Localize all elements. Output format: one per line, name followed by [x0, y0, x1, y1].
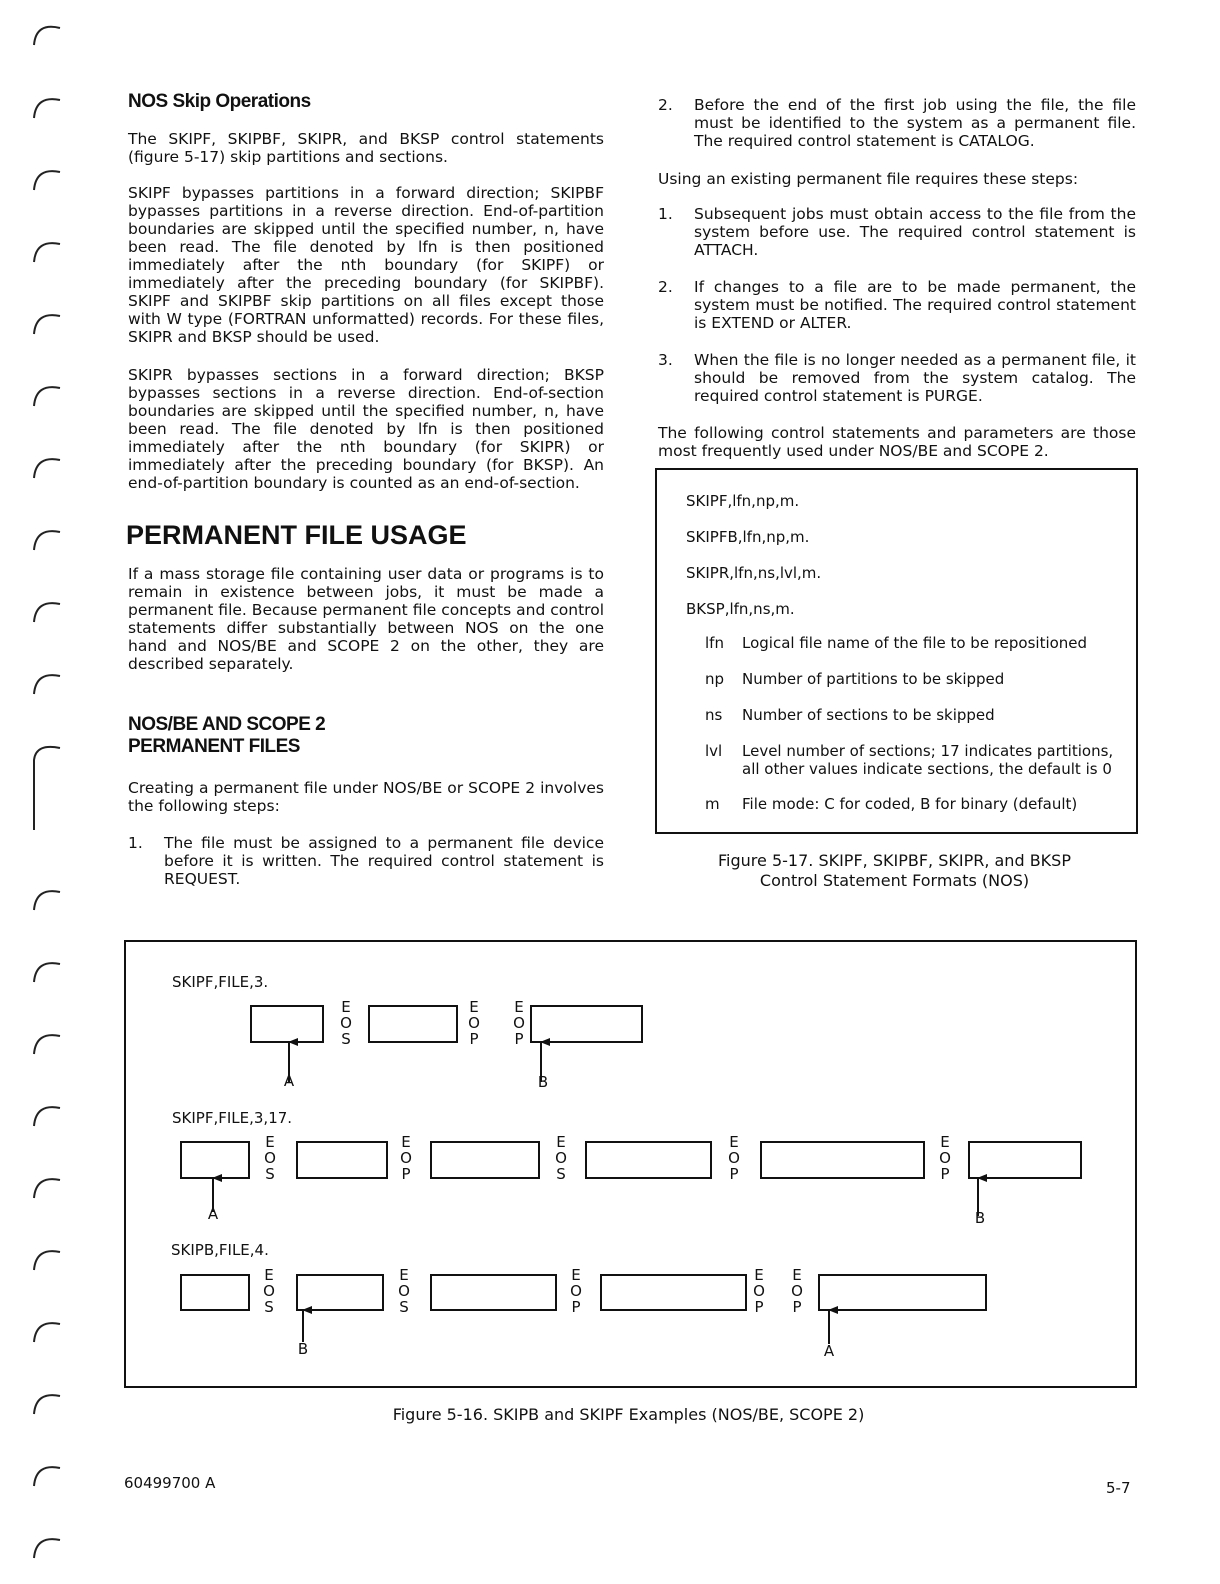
svg-text:P: P — [754, 1298, 764, 1316]
row-2-marker-a: A — [207, 1205, 219, 1223]
param-np-desc: Number of partitions to be skipped — [742, 670, 1005, 688]
svg-text:E: E — [729, 1133, 739, 1151]
svg-text:S: S — [399, 1298, 409, 1316]
svg-text:E: E — [341, 998, 351, 1016]
use-step-2-text: If changes to a file are to be made permanent, the system must be notified. The required control statement is EXTEND or ALTER. — [694, 278, 1136, 332]
nosbe-heading-line-1: NOS/BE AND SCOPE 2 — [128, 714, 326, 735]
use-step-1-text: Subsequent jobs must obtain access to the file from the system before use. The required control statement is ATTACH. — [694, 205, 1136, 259]
svg-text:E: E — [571, 1266, 581, 1284]
param-m — [705, 795, 1115, 813]
row-1-marker-a: A — [283, 1072, 295, 1090]
format-skipf: SKIPF,lfn,np,m. — [686, 492, 800, 510]
svg-text:O: O — [555, 1149, 567, 1167]
svg-text:E: E — [754, 1266, 764, 1284]
svg-text:P: P — [792, 1298, 802, 1316]
row-2-eop-1 — [400, 1133, 412, 1183]
page-number: 5-7 — [1106, 1479, 1131, 1497]
svg-text:O: O — [263, 1282, 275, 1300]
permanent-file-usage-heading: PERMANENT FILE USAGE — [126, 520, 467, 550]
use-step-2 — [658, 278, 1136, 332]
using-existing-paragraph: Using an existing permanent file requires these steps: — [658, 170, 1079, 188]
row-3-eop-1 — [570, 1266, 582, 1316]
create-step-1 — [128, 834, 604, 888]
figure-5-16-diagram — [126, 942, 1135, 1386]
nos-skip-paragraph-1: The SKIPF, SKIPBF, SKIPR, and BKSP control statements (figure 5-17) skip partitions and sections. — [128, 130, 604, 166]
document-number: 60499700 A — [124, 1474, 216, 1492]
row-1-marker-b: B — [537, 1073, 549, 1091]
svg-text:P: P — [469, 1030, 479, 1048]
row-2-eos-1 — [264, 1133, 276, 1183]
param-np — [705, 670, 1115, 688]
param-ns-desc: Number of sections to be skipped — [742, 706, 995, 724]
format-skipfb: SKIPFB,lfn,np,m. — [686, 528, 810, 546]
format-skipr: SKIPR,lfn,ns,lvl,m. — [686, 564, 822, 582]
nosbe-heading-line-2: PERMANENT FILES — [128, 736, 300, 757]
svg-text:E: E — [401, 1133, 411, 1151]
use-step-1-number: 1. — [658, 205, 673, 223]
nos-skip-paragraph-3: SKIPR bypasses sections in a forward direction; BKSP bypasses sections in a reverse direction. End-of-section boundaries are skipped until the specified number, n, have been read. The file denoted by lfn is then positioned immediately after the nth boundary (for SKIPR) or immediately after the preceding boundary (for BKSP). An end-of-partition boundary is counted as an end-of-section. — [128, 366, 604, 492]
nos-skip-operations-heading: NOS Skip Operations — [128, 91, 311, 112]
create-step-2-text: Before the end of the first job using the file, the file must be identified to the system as a permanent file. The required control statement is CATALOG. — [694, 96, 1136, 150]
svg-text:E: E — [469, 998, 479, 1016]
svg-text:O: O — [398, 1282, 410, 1300]
permanent-file-paragraph: If a mass storage file containing user data or programs is to remain in existence between jobs, it must be made a permanent file. Because permanent file concepts and control statements differ substantially between NOS on the one hand and NOS/BE and SCOPE 2 on the other, they are described separately. — [128, 565, 604, 673]
row-2-marker-b: B — [974, 1209, 986, 1227]
svg-text:O: O — [340, 1014, 352, 1032]
create-step-2-number: 2. — [658, 96, 673, 114]
use-step-3-text: When the file is no longer needed as a permanent file, it should be removed from the system catalog. The required control statement is PURGE. — [694, 351, 1136, 405]
svg-text:E: E — [556, 1133, 566, 1151]
svg-text:S: S — [264, 1298, 274, 1316]
svg-text:O: O — [400, 1149, 412, 1167]
figure-5-17-caption-line-1: Figure 5-17. SKIPF, SKIPBF, SKIPR, and BKSP — [718, 851, 1071, 870]
svg-text:P: P — [401, 1165, 411, 1183]
row-1-eop-2 — [513, 998, 525, 1048]
svg-text:P: P — [940, 1165, 950, 1183]
param-lfn-key: lfn — [705, 634, 724, 652]
row-3-eop-3 — [791, 1266, 803, 1316]
row-3-eos-2 — [398, 1266, 410, 1316]
use-step-1 — [658, 205, 1136, 259]
figure-5-17-caption — [655, 851, 1134, 891]
nosbe-creating-paragraph: Creating a permanent file under NOS/BE or SCOPE 2 involves the following steps: — [128, 779, 604, 815]
row-1-label: SKIPF,FILE,3. — [172, 973, 269, 991]
svg-text:P: P — [514, 1030, 524, 1048]
svg-text:O: O — [513, 1014, 525, 1032]
create-step-1-text: The file must be assigned to a permanent file device before it is written. The required control statement is REQUEST. — [164, 834, 604, 888]
param-lfn-desc: Logical file name of the file to be repositioned — [742, 634, 1088, 652]
figure-5-16-box — [124, 940, 1137, 1388]
param-lvl-key: lvl — [705, 742, 723, 760]
row-1-eos-1 — [340, 998, 352, 1048]
param-m-key: m — [705, 795, 720, 813]
svg-text:E: E — [264, 1266, 274, 1284]
figure-5-16-caption: Figure 5-16. SKIPB and SKIPF Examples (NOS/BE, SCOPE 2) — [392, 1405, 865, 1424]
use-step-3 — [658, 351, 1136, 405]
row-2-eop-2 — [728, 1133, 740, 1183]
svg-text:O: O — [468, 1014, 480, 1032]
param-ns — [705, 706, 1115, 724]
create-step-2 — [658, 96, 1136, 150]
svg-text:O: O — [753, 1282, 765, 1300]
binder-holes — [0, 0, 80, 1584]
svg-text:O: O — [939, 1149, 951, 1167]
svg-text:S: S — [556, 1165, 566, 1183]
param-np-key: np — [705, 670, 725, 688]
create-step-1-number: 1. — [128, 834, 143, 852]
svg-text:E: E — [399, 1266, 409, 1284]
svg-text:E: E — [792, 1266, 802, 1284]
svg-text:E: E — [940, 1133, 950, 1151]
row-3-marker-b: B — [297, 1340, 309, 1358]
following-statements-paragraph: The following control statements and parameters are those most frequently used under NOS/BE and SCOPE 2. — [658, 424, 1136, 460]
svg-text:E: E — [265, 1133, 275, 1151]
row-3-marker-a: A — [823, 1342, 835, 1360]
use-step-2-number: 2. — [658, 278, 673, 296]
row-2-eos-2 — [555, 1133, 567, 1183]
svg-text:P: P — [729, 1165, 739, 1183]
use-step-3-number: 3. — [658, 351, 673, 369]
figure-5-17-box — [655, 468, 1138, 834]
param-lfn — [705, 634, 1115, 652]
nos-skip-paragraph-2: SKIPF bypasses partitions in a forward direction; SKIPBF bypasses partitions in a reverse direction. End-of-partition boundaries are skipped until the specified number, n, have been read. The file denoted by lfn is then positioned immediately after the nth boundary (for SKIPF) or immediately after the preceding boundary (for SKIPBF). SKIPF and SKIPBF skip partitions on all files except those with W type (FORTRAN unformatted) records. For these files, SKIPR and BKSP should be used. — [128, 184, 604, 346]
svg-text:O: O — [791, 1282, 803, 1300]
param-ns-key: ns — [705, 706, 723, 724]
row-2-label: SKIPF,FILE,3,17. — [172, 1109, 293, 1127]
param-lvl — [705, 742, 1115, 778]
format-bksp: BKSP,lfn,ns,m. — [686, 600, 795, 618]
figure-5-17-caption-line-2: Control Statement Formats (NOS) — [759, 871, 1030, 890]
param-lvl-desc: Level number of sections; 17 indicates partitions, all other values indicate sections, the default is 0 — [742, 742, 1114, 778]
nosbe-scope2-heading — [128, 714, 325, 758]
row-3-eos-1 — [263, 1266, 275, 1316]
row-3-eop-2 — [753, 1266, 765, 1316]
svg-text:P: P — [571, 1298, 581, 1316]
row-1-eop-1 — [468, 998, 480, 1048]
row-2-eop-3 — [939, 1133, 951, 1183]
svg-text:O: O — [570, 1282, 582, 1300]
param-m-desc: File mode: C for coded, B for binary (default) — [742, 795, 1078, 813]
svg-text:S: S — [341, 1030, 351, 1048]
row-3-label: SKIPB,FILE,4. — [171, 1241, 269, 1259]
svg-text:S: S — [265, 1165, 275, 1183]
svg-text:O: O — [264, 1149, 276, 1167]
svg-text:E: E — [514, 998, 524, 1016]
svg-text:O: O — [728, 1149, 740, 1167]
